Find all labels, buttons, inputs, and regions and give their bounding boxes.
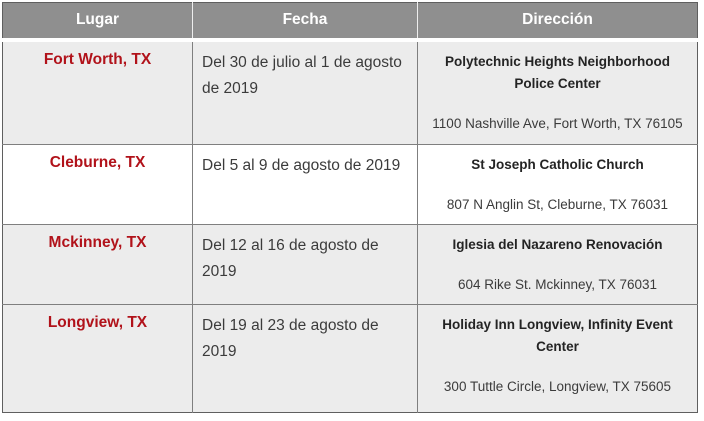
header-row bbox=[3, 3, 698, 40]
address-line: 807 N Anglin St, Cleburne, TX 76031 bbox=[446, 197, 669, 212]
header-cell-fecha: Fecha bbox=[193, 3, 418, 40]
table-row bbox=[3, 40, 698, 145]
venue-name: St Joseph Catholic Church bbox=[471, 157, 644, 172]
venue-name: Iglesia del Nazareno Renovación bbox=[452, 237, 663, 252]
date-cell: Del 30 de julio al 1 de agosto de 2019 bbox=[193, 40, 418, 145]
schedule-table bbox=[2, 2, 698, 413]
address-cell bbox=[418, 40, 698, 145]
venue-name: Holiday Inn Longview, Infinity Event Center bbox=[442, 317, 673, 354]
address-line: 1100 Nashville Ave, Fort Worth, TX 76105 bbox=[432, 115, 683, 131]
header-cell-lugar: Lugar bbox=[3, 3, 193, 40]
date-cell: Del 19 al 23 de agosto de 2019 bbox=[193, 305, 418, 413]
city-cell: Mckinney, TX bbox=[3, 225, 193, 305]
venue-name: Polytechnic Heights Neighborhood Police Center bbox=[444, 53, 670, 91]
schedule-table-container bbox=[2, 2, 698, 413]
address-cell bbox=[418, 305, 698, 413]
address-cell bbox=[418, 225, 698, 305]
city-cell: Fort Worth, TX bbox=[43, 50, 152, 68]
header-cell-direccion: Dirección bbox=[418, 3, 698, 40]
address-line: 300 Tuttle Circle, Longview, TX 75605 bbox=[443, 379, 672, 394]
city-cell: Cleburne, TX bbox=[3, 145, 193, 225]
table-row bbox=[3, 145, 698, 225]
address-line: 604 Rike St. Mckinney, TX 76031 bbox=[457, 277, 658, 292]
city-cell: Longview, TX bbox=[3, 305, 193, 413]
date-cell: Del 5 al 9 de agosto de 2019 bbox=[193, 145, 418, 225]
table-row bbox=[3, 225, 698, 305]
address-cell bbox=[418, 145, 698, 225]
table-row bbox=[3, 305, 698, 413]
date-cell: Del 12 al 16 de agosto de 2019 bbox=[193, 225, 418, 305]
